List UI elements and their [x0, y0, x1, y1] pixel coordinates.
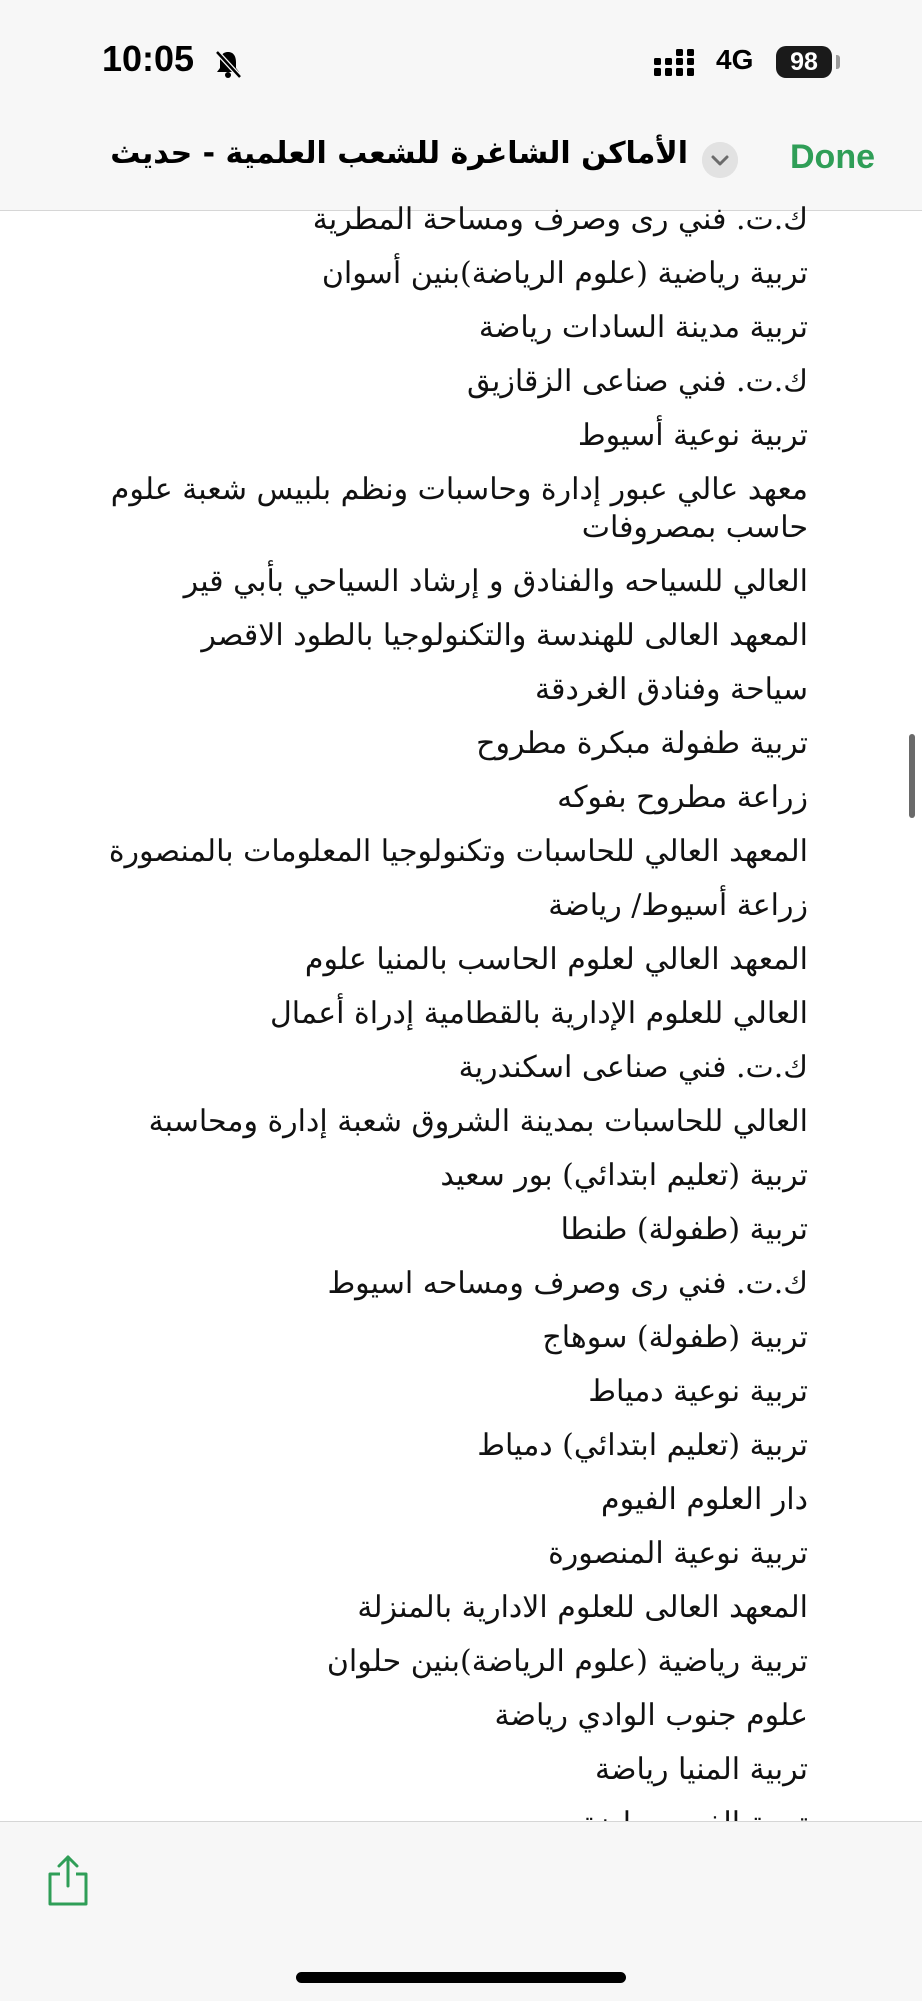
list-item-text: ك.ت. فني صناعى اسكندرية: [458, 1050, 808, 1085]
list-item: [108, 193, 808, 247]
list-item-text: تربية المنيا رياضة: [594, 1752, 808, 1787]
list-item: [108, 1311, 808, 1365]
list-item-text: زراعة مطروح بفوكه: [557, 780, 808, 815]
list-item-text: المعهد العالي لعلوم الحاسب بالمنيا علوم: [304, 942, 808, 977]
list-item: [108, 1473, 808, 1527]
list-item-text: تربية (طفولة) سوهاج: [542, 1320, 808, 1355]
list-item-text: سياحة وفنادق الغردقة: [535, 672, 808, 707]
list-item: [108, 1365, 808, 1419]
list-item: [108, 879, 808, 933]
list-item-text: تربية نوعية دمياط: [588, 1374, 808, 1409]
done-button[interactable]: Done: [790, 138, 875, 176]
list-item: [108, 1581, 808, 1635]
list-item-text: المعهد العالى للعلوم الادارية بالمنزلة: [357, 1590, 808, 1625]
list-item: [108, 555, 808, 609]
list-item: [108, 717, 808, 771]
share-icon[interactable]: [44, 1852, 92, 1908]
list-item: [108, 409, 808, 463]
list-item-text: المعهد العالي للحاسبات وتكنولوجيا المعلومات بالمنصورة: [108, 834, 808, 869]
network-type: 4G: [716, 44, 754, 75]
list-item-text: تربية (تعليم ابتدائي) بور سعيد: [440, 1158, 808, 1193]
bell-slash-icon: [212, 48, 244, 80]
list-item: [108, 1041, 808, 1095]
status-time: 10:05: [102, 38, 195, 79]
list-item-text: العالي للسياحه والفنادق و إرشاد السياحي بأبي قير: [183, 564, 808, 599]
list-item-text: دار العلوم الفيوم: [601, 1482, 808, 1517]
list-item: [108, 1203, 808, 1257]
signal-icon: [652, 48, 702, 78]
list-item-text: تربية نوعية المنصورة: [548, 1536, 808, 1571]
battery-level: 98: [776, 46, 832, 78]
list-item: [108, 1419, 808, 1473]
list-item-text: تربية طفولة مبكرة مطروح: [476, 726, 808, 761]
list-item: [108, 825, 808, 879]
list-item: [108, 933, 808, 987]
list-item: [108, 301, 808, 355]
list-item-text: المعهد العالى للهندسة والتكنولوجيا بالطود الاقصر: [201, 618, 808, 653]
list-item-text: معهد عالي عبور إدارة وحاسبات ونظم بلبيس شعبة علوم حاسب بمصروفات: [110, 472, 808, 545]
list-item-text: زراعة أسيوط/ رياضة: [548, 888, 808, 923]
top-bar: [0, 0, 922, 211]
list-item-text: العالي للعلوم الإدارية بالقطامية إدراة أعمال: [269, 996, 808, 1031]
list-item-text: العالي للحاسبات بمدينة الشروق شعبة إدارة ومحاسبة: [148, 1104, 808, 1139]
list-item-text: ك.ت. فني رى وصرف ومساحة المطرية: [312, 202, 808, 237]
list-item-text: تربية (طفولة) طنطا: [560, 1212, 808, 1247]
list-item: [108, 771, 808, 825]
list-item-text: تربية رياضية (علوم الرياضة)بنين حلوان: [326, 1644, 808, 1679]
list-item: [108, 1689, 808, 1743]
list-item: [108, 1149, 808, 1203]
list-item: [108, 987, 808, 1041]
list-item-text: تربية مدينة السادات رياضة: [478, 310, 808, 345]
list-item-text: ك.ت. فني صناعى الزقازيق: [467, 364, 808, 399]
list-item-text: ك.ت. فني رى وصرف ومساحه اسيوط: [327, 1266, 808, 1301]
list-item-text: تربية نوعية أسيوط: [577, 418, 808, 453]
list-item: [108, 355, 808, 409]
document-viewer[interactable]: [0, 202, 922, 1821]
list-item: [108, 463, 808, 555]
list-item: [108, 1257, 808, 1311]
list-item-text: تربية رياضية (علوم الرياضة)بنين أسوان: [321, 256, 808, 291]
scroll-indicator[interactable]: [909, 734, 915, 818]
document-list: [0, 193, 922, 1851]
list-item-text: تربية (تعليم ابتدائي) دمياط: [477, 1428, 808, 1463]
list-item: [108, 247, 808, 301]
list-item: [108, 1635, 808, 1689]
chevron-down-icon[interactable]: [702, 142, 738, 178]
list-item: [108, 1095, 808, 1149]
battery-nub: [836, 55, 840, 69]
list-item-text: علوم جنوب الوادي رياضة: [494, 1698, 808, 1733]
list-item: [108, 609, 808, 663]
list-item: [108, 663, 808, 717]
page-title[interactable]: الأماكن الشاغرة للشعب العلمية - حديث: [110, 136, 688, 171]
list-item: [108, 1527, 808, 1581]
list-item: [108, 1743, 808, 1797]
home-indicator[interactable]: [296, 1972, 626, 1983]
